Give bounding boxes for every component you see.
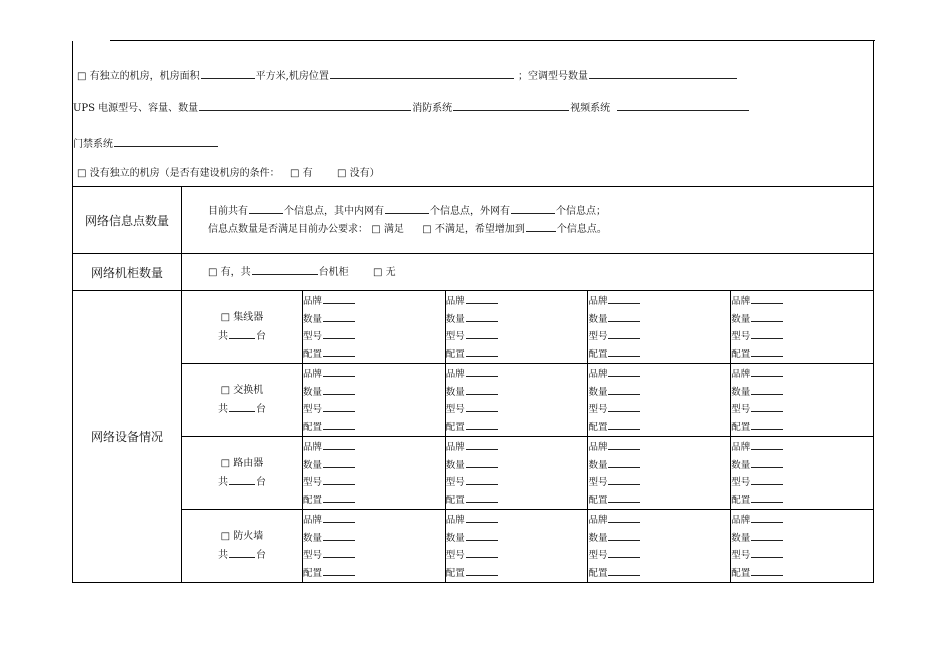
brand-field[interactable] [466,511,498,523]
network-table [72,186,874,583]
video-label: 视频系统 [570,103,611,114]
ac-field[interactable] [589,67,737,79]
config-field[interactable] [466,564,498,576]
ac-label: ；空调型号数量 [518,71,589,82]
config-field[interactable] [751,491,783,503]
info-points-line-2: 信息点数量是否满足目前办公要求： □ 满足 □ 不满足，希望增加到 个信息点。 [208,220,873,238]
config-field[interactable] [608,345,640,357]
model-field[interactable] [466,546,498,558]
fire-field[interactable] [453,99,569,111]
config-field[interactable] [323,491,355,503]
quantity-field[interactable] [466,456,498,468]
spec-cell: 品牌 数量 型号 配置 [731,291,874,364]
option-none[interactable]: □ 没有） [337,168,380,179]
quantity-field[interactable] [751,383,783,395]
model-field[interactable] [466,400,498,412]
room-area-label: 有独立的机房，机房面积 [89,71,200,82]
extranet-points-field[interactable] [511,202,555,214]
room-line-4 [77,168,380,180]
option-unsatisfied[interactable]: □ 不满足，希望增加到 [422,224,525,235]
device-checkbox[interactable]: □ 交换机 [220,384,264,396]
info-points-content [182,187,874,254]
spec-cell: 品牌 数量 型号 配置 [445,291,588,364]
device-row [73,510,874,583]
device-name-cell: □ 集线器 共 台 [182,291,303,364]
config-field[interactable] [466,418,498,430]
brand-field[interactable] [323,511,355,523]
spec-cell: 品牌 数量 型号 配置 [588,364,731,437]
model-field[interactable] [751,546,783,558]
quantity-field[interactable] [323,529,355,541]
device-name-cell: □ 路由器 共 台 [182,437,303,510]
config-field[interactable] [466,491,498,503]
room-location-label: 平方米,机房位置 [255,71,329,82]
brand-field[interactable] [751,511,783,523]
model-field[interactable] [751,400,783,412]
model-field[interactable] [608,400,640,412]
access-field[interactable] [114,135,218,147]
room-area-field[interactable] [201,67,255,79]
cabinet-content: □ 有，共 台机柜 □ 无 [182,254,874,291]
spec-cell: 品牌 数量 型号 配置 [731,437,874,510]
spec-cell: 品牌 数量 型号 配置 [445,510,588,583]
spec-cell: 品牌 数量 型号 配置 [588,510,731,583]
info-points-line-1: 目前共有 个信息点，其中内网有 个信息点，外网有 个信息点； [208,202,873,220]
quantity-field[interactable] [466,383,498,395]
video-field[interactable] [617,99,749,111]
model-field[interactable] [608,473,640,485]
quantity-field[interactable] [608,456,640,468]
brand-field[interactable] [608,292,640,304]
spec-cell: 品牌 数量 型号 配置 [731,364,874,437]
option-cabinet-yes[interactable]: □ 有，共 [208,267,251,278]
quantity-field[interactable] [466,310,498,322]
config-field[interactable] [608,564,640,576]
quantity-field[interactable] [323,310,355,322]
devices-label: 网络设备情况 [73,291,182,583]
quantity-field[interactable] [751,310,783,322]
quantity-field[interactable] [608,383,640,395]
brand-field[interactable] [751,438,783,450]
room-line-1 [77,67,738,83]
device-row [73,291,874,364]
brand-field[interactable] [466,365,498,377]
spec-cell: 品牌 数量 型号 配置 [731,510,874,583]
room-line-3 [73,135,219,151]
brand-field[interactable] [323,292,355,304]
checkbox-room-yes[interactable]: □ [77,71,87,82]
brand-field[interactable] [466,438,498,450]
info-points-row [73,187,874,254]
config-field[interactable] [323,418,355,430]
cabinet-label: 网络机柜数量 [73,254,182,291]
config-field[interactable] [751,345,783,357]
device-count-field[interactable] [229,473,255,485]
quantity-field[interactable] [466,529,498,541]
config-field[interactable] [323,564,355,576]
fire-label: 消防系统 [412,103,453,114]
brand-field[interactable] [751,365,783,377]
model-field[interactable] [323,400,355,412]
model-field[interactable] [323,327,355,339]
brand-field[interactable] [608,365,640,377]
model-field[interactable] [751,473,783,485]
option-satisfied[interactable]: □ 满足 [371,224,404,235]
cabinet-count-field[interactable] [252,263,318,275]
spec-cell: 品牌 数量 型号 配置 [588,291,731,364]
model-field[interactable] [751,327,783,339]
ups-label: UPS 电源型号、容量、数量 [73,103,199,114]
brand-field[interactable] [323,438,355,450]
spec-cell: 品牌 数量 型号 配置 [445,364,588,437]
model-field[interactable] [466,473,498,485]
device-checkbox[interactable]: □ 防火墙 [220,530,264,542]
machine-room-section [72,41,874,186]
device-count-field[interactable] [229,327,255,339]
config-field[interactable] [751,564,783,576]
cabinet-row [73,254,874,291]
brand-field[interactable] [323,365,355,377]
spec-cell: 品牌 数量 型号 配置 [445,437,588,510]
config-field[interactable] [608,491,640,503]
model-field[interactable] [466,327,498,339]
checkbox-room-no[interactable]: □ [77,168,87,179]
spec-cell: 品牌 数量 型号 配置 [303,437,446,510]
ups-field[interactable] [199,99,411,111]
model-field[interactable] [608,327,640,339]
config-field[interactable] [751,418,783,430]
quantity-field[interactable] [608,529,640,541]
brand-field[interactable] [466,292,498,304]
spec-cell: 品牌 数量 型号 配置 [588,437,731,510]
spec-cell: 品牌 数量 型号 配置 [303,291,446,364]
brand-field[interactable] [608,511,640,523]
quantity-field[interactable] [323,456,355,468]
device-row [73,364,874,437]
spec-cell: 品牌 数量 型号 配置 [303,364,446,437]
device-count-field[interactable] [229,400,255,412]
config-field[interactable] [466,345,498,357]
room-location-field[interactable] [330,67,514,79]
quantity-field[interactable] [608,310,640,322]
device-count-field[interactable] [229,546,255,558]
intranet-points-field[interactable] [385,202,429,214]
model-field[interactable] [323,546,355,558]
brand-field[interactable] [751,292,783,304]
config-field[interactable] [323,345,355,357]
info-points-label: 网络信息点数量 [73,187,182,254]
config-field[interactable] [608,418,640,430]
model-field[interactable] [608,546,640,558]
desired-points-field[interactable] [526,220,556,232]
quantity-field[interactable] [751,456,783,468]
option-have[interactable]: □ 有 [290,168,313,179]
access-label: 门禁系统 [73,139,113,150]
room-line-2 [73,99,750,115]
quantity-field[interactable] [751,529,783,541]
spec-cell: 品牌 数量 型号 配置 [303,510,446,583]
brand-field[interactable] [608,438,640,450]
device-checkbox[interactable]: □ 集线器 [220,311,264,323]
device-row [73,437,874,510]
option-cabinet-no[interactable]: □ 无 [373,267,396,278]
device-name-cell: □ 防火墙 共 台 [182,510,303,583]
no-room-label: 没有独立的机房（是否有建设机房的条件： [89,168,280,179]
device-name-cell: □ 交换机 共 台 [182,364,303,437]
total-points-field[interactable] [249,202,283,214]
quantity-field[interactable] [323,383,355,395]
device-checkbox[interactable]: □ 路由器 [220,457,264,469]
model-field[interactable] [323,473,355,485]
